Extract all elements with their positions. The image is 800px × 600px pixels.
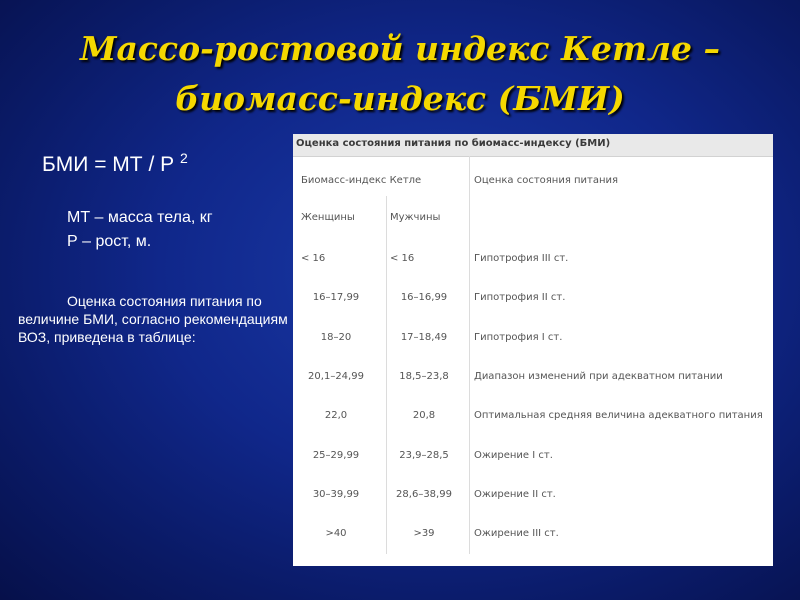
formula-text: БМИ = МТ / Р (42, 153, 180, 176)
note-line: Оценка состояния питания по (67, 293, 262, 309)
cell-result: Ожирение I ст. (474, 450, 553, 461)
note-line: ВОЗ, приведена в таблице: (18, 329, 196, 345)
slide-title: Массо-ростовой индекс Кетле – биомасс-индекс (БМИ) (79, 29, 721, 118)
cell-women: 22,0 (324, 410, 348, 421)
cell-men: 28,6–38,99 (396, 489, 452, 500)
cell-men: < 16 (390, 253, 415, 264)
header-nutrition-status: Оценка состояния питания (474, 175, 619, 186)
cell-women: 25–29,99 (312, 450, 360, 461)
cell-result: Диапазон изменений при адекватном питании (474, 371, 723, 382)
table-note (18, 292, 292, 346)
cell-result: Ожирение II ст. (474, 489, 556, 500)
cell-women: 30–39,99 (312, 489, 360, 500)
formula-exponent: 2 (179, 150, 188, 166)
cell-men: 18,5–23,8 (399, 371, 449, 382)
header-bmi-group: Биомасс-индекс Кетле (301, 175, 422, 186)
cell-men: 17–18,49 (400, 332, 448, 343)
formula-legend (67, 206, 213, 254)
bmi-table-image (293, 134, 773, 566)
header-men: Мужчины (390, 212, 441, 223)
legend-mass: МТ – масса тела, кг (67, 209, 213, 226)
cell-women: 18–20 (320, 332, 352, 343)
cell-men: >39 (413, 528, 435, 539)
cell-women: >40 (325, 528, 347, 539)
cell-men: 20,8 (412, 410, 436, 421)
cell-men: 16–16,99 (400, 292, 448, 303)
cell-result: Ожирение III ст. (474, 528, 559, 539)
cell-women: 20,1–24,99 (308, 371, 364, 382)
legend-height: Р – рост, м. (67, 233, 152, 250)
column-divider (469, 156, 470, 554)
cell-result: Гипотрофия III ст. (474, 253, 569, 264)
table-title: Оценка состояния питания по биомасс-индексу (БМИ) (293, 134, 773, 157)
cell-result: Гипотрофия II ст. (474, 292, 566, 303)
cell-result: Оптимальная средняя величина адекватного питания (474, 410, 763, 421)
cell-women: 16–17,99 (312, 292, 360, 303)
cell-result: Гипотрофия I ст. (474, 332, 563, 343)
cell-women: < 16 (301, 253, 326, 264)
note-line: величине БМИ, согласно рекомендациям (18, 311, 288, 327)
bmi-formula (42, 150, 188, 177)
cell-men: 23,9–28,5 (399, 450, 449, 461)
header-women: Женщины (301, 212, 355, 223)
